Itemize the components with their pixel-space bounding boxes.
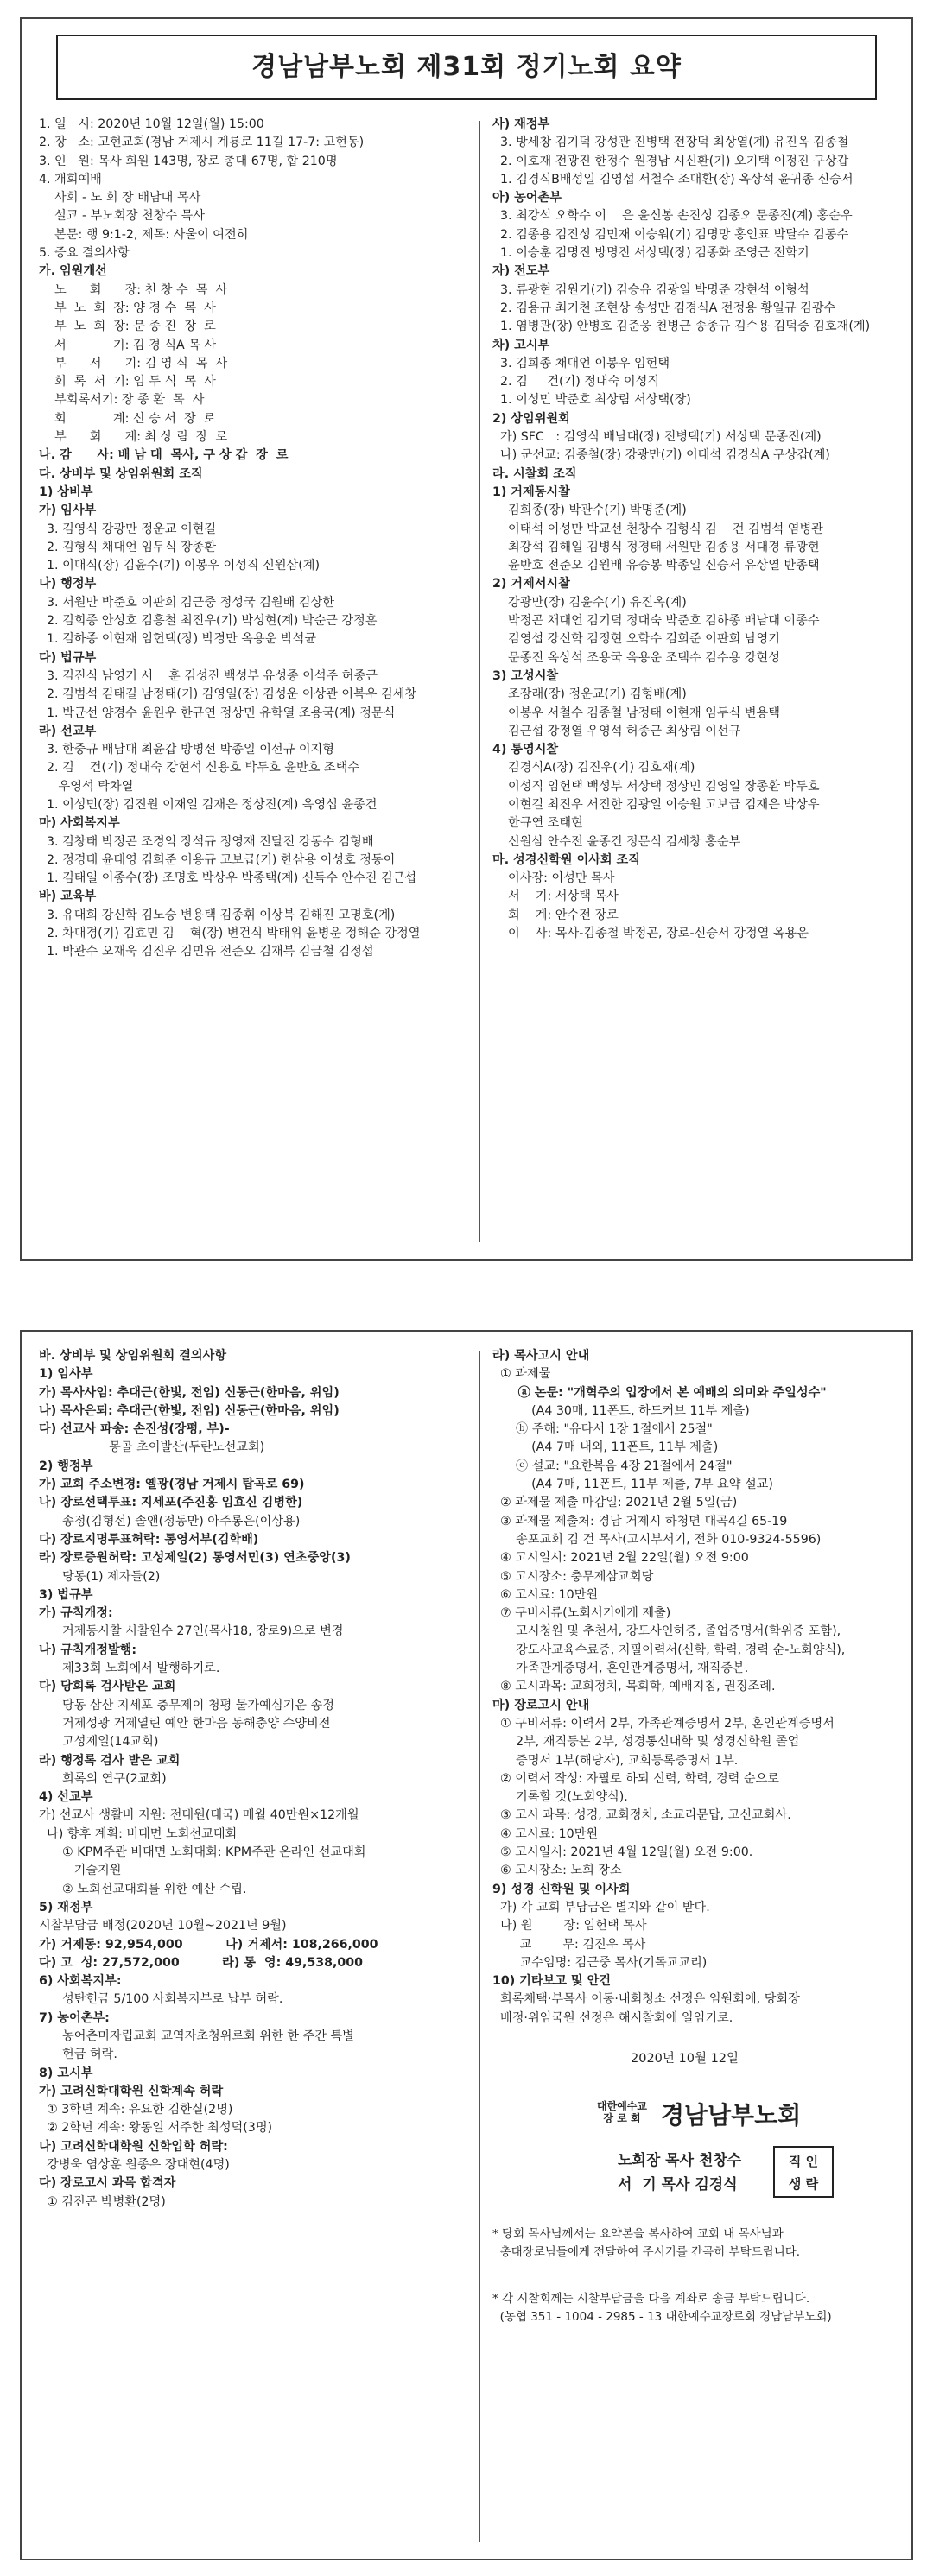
text-line: ⓑ 주해: "유다서 1장 1절에서 25절"	[492, 1422, 713, 1437]
text-line: 4. 개회예배	[39, 172, 102, 187]
notice-2-line-1: * 각 시찰회께는 시찰부담금을 다음 계좌로 송금 부탁드립니다.	[492, 2292, 810, 2306]
text-line: 1. 김하종 이현재 임헌택(장) 박경만 옥용운 박석균	[39, 632, 317, 647]
section-heading: 1) 상비부	[39, 484, 93, 499]
section-heading: 마) 장로고시 안내	[492, 1698, 590, 1712]
section-heading: 차) 고시부	[492, 338, 550, 352]
text-line: ③ 고시 과목: 성경, 교회정치, 소교리문답, 고신교회사.	[492, 1808, 791, 1823]
text-line: 문종진 옥상석 조용국 옥용운 조택수 김수용 강현성	[492, 650, 780, 665]
section-heading: 라) 행정록 검사 받은 교회	[39, 1753, 181, 1768]
section-heading: 3) 고성시찰	[492, 668, 559, 683]
text-line: 기술지원	[39, 1864, 122, 1878]
text-line: 신원삼 안수전 윤종건 정문식 김세창 홍순부	[492, 834, 741, 849]
section-heading: 1) 거제동시찰	[492, 484, 570, 499]
text-line: 3. 김진식 남영기 서 훈 김성진 백성부 유성종 이석주 허종근	[39, 668, 378, 683]
notice-1-line-1: * 당회 목사님께서는 요약본을 복사하여 교회 내 목사님과	[492, 2227, 784, 2241]
text-line: 헌금 허락.	[39, 2048, 117, 2062]
text-line: 1. 박관수 오재욱 김진우 김민유 전준오 김재복 김금철 김정섭	[39, 945, 374, 959]
document-date: 2020년 10월 12일	[631, 2052, 739, 2066]
text-line: 2. 김용규 최기천 조현상 송성만 김경식A 전정용 황일규 김광수	[492, 301, 836, 315]
section-heading: 다. 상비부 및 상임위원회 조직	[39, 466, 203, 481]
text-line: 부 서 기: 김 영 식 목 사	[39, 356, 228, 370]
section-heading: 10) 기타보고 및 안건	[492, 1974, 611, 1989]
text-line: ① 김진곤 박병환(2명)	[39, 2194, 166, 2209]
text-line: 1. 김태일 이종수(장) 조명호 박상우 박종택(계) 신득수 안수진 김근섭	[39, 871, 417, 886]
section-heading: 다) 고 성: 27,572,000 라) 통 영: 49,538,000	[39, 1955, 363, 1970]
text-line: 송포교회 김 건 목사(고시부서기, 전화 010-9324-5596)	[492, 1532, 822, 1547]
text-line: 한규연 조태현	[492, 816, 583, 831]
text-line: 노 회 장: 천 창 수 목 사	[39, 282, 228, 297]
text-line: 윤반호 전준오 김원배 유승봉 박종일 신승서 유상열 반종택	[492, 559, 820, 573]
text-line: 2. 김희종 안성호 김흥철 최진우(기) 박성현(계) 박순근 강정훈	[39, 614, 378, 629]
notice-2-line-2: (농협 351 - 1004 - 2985 - 13 대한예수교장로회 경남남부노회)	[492, 2310, 832, 2325]
text-line: 부 노 회 장: 문 종 진 장 로	[39, 320, 216, 334]
text-line: 3. 유대희 강신학 김노승 변용택 김종휘 이상복 김해진 고명호(계)	[39, 908, 396, 922]
text-line: 고시청원 및 추천서, 강도사인허증, 졸업증명서(학위증 포함),	[492, 1624, 841, 1639]
text-line: 거제성광 거제열린 예안 한마음 동해충양 수양비전	[39, 1716, 331, 1731]
section-heading: 아) 농어촌부	[492, 191, 562, 206]
section-heading: 다) 법규부	[39, 650, 97, 665]
section-heading: 9) 성경 신학원 및 이사회	[492, 1882, 631, 1896]
text-line: 3. 류광현 김원기(기) 김승유 김광일 박명준 강현석 이형석	[492, 282, 809, 297]
section-heading: ⓐ 논문: "개혁주의 입장에서 본 예배의 의미와 주일성수"	[492, 1385, 827, 1400]
notice-1	[492, 2225, 800, 2263]
text-line: 3. 최강석 오학수 이 은 윤신봉 손진성 김종오 문종진(계) 홍순우	[492, 209, 853, 224]
text-line: ① 과제물	[492, 1367, 551, 1382]
text-line: ⑤ 고시일시: 2021년 4월 12일(월) 오전 9:00.	[492, 1845, 753, 1860]
text-line: 우영석 탁차열	[39, 779, 134, 794]
section-heading: 바. 상비부 및 상임위원회 결의사항	[39, 1349, 227, 1363]
text-line: 2. 김범석 김태길 남정태(기) 김영일(장) 김성운 이상관 이복우 김세창	[39, 687, 417, 702]
text-line: 박정곤 채대언 김기덕 정대숙 박준호 김하종 배남대 이종수	[492, 614, 820, 629]
text-line: 2. 이호재 전광진 한정수 원경남 시신환(기) 오기택 이정진 구상갑	[492, 154, 849, 168]
text-line: 농어촌미자립교회 교역자초청위로회 위한 한 주간 특별	[39, 2029, 354, 2043]
text-line: 당동 삼산 지세포 충무제이 청평 물가예심기운 송정	[39, 1698, 334, 1712]
section-heading: 8) 고시부	[39, 2066, 93, 2080]
notice-2	[492, 2290, 832, 2327]
text-line: ① 3학년 계속: 유요한 김한실(2명)	[39, 2103, 233, 2117]
text-line: 3. 서원만 박준호 이판희 김근중 정성국 김원배 김상한	[39, 595, 334, 610]
document-title: 경남남부노회 제31회 정기노회 요약	[56, 35, 877, 100]
clerk-signature: 서 기 목사 김경식	[618, 2176, 738, 2193]
section-heading: 가. 임원개선	[39, 264, 107, 279]
text-line: 설교 - 부노회장 천창수 목사	[39, 209, 205, 224]
text-line: 본문: 행 9:1-2, 제목: 사울이 여전히	[39, 227, 249, 242]
page1-left-column	[39, 116, 471, 1247]
text-line: 2부, 재직등본 2부, 성경통신대학 및 성경신학원 졸업	[492, 1735, 800, 1750]
text-line: ⑦ 구비서류(노회서기에게 제출)	[492, 1606, 671, 1621]
text-line: 5. 증요 결의사항	[39, 246, 130, 261]
text-line: 1. 이성민 박준호 최상림 서상택(장)	[492, 393, 691, 408]
section-heading: 3) 법규부	[39, 1587, 93, 1602]
text-line: 3. 방세창 김기덕 강성관 진병택 전장덕 최상열(계) 유진옥 김종철	[492, 136, 849, 150]
section-heading: 라) 장로증원허락: 고성제일(2) 통영서민(3) 연초중앙(3)	[39, 1551, 351, 1566]
text-line: 1. 염병관(장) 안병호 김준웅 천병근 송종규 김수용 김덕중 김호재(계)	[492, 320, 871, 334]
text-line: (A4 30매, 11폰트, 하드커브 11부 제출)	[492, 1403, 750, 1418]
text-line: 이태석 이성만 박교선 천창수 김형식 김 건 김범석 염병관	[492, 522, 823, 536]
text-line: 서 기: 서상택 목사	[492, 889, 619, 904]
moderator-signature: 노회장 목사 천창수	[618, 2152, 742, 2169]
column-divider	[479, 121, 480, 1242]
presbytery-name: 경남남부노회	[661, 2101, 802, 2130]
section-heading: 가) 목사사임: 추대근(한빛, 전임) 신동근(한마음, 위임)	[39, 1385, 340, 1400]
text-line: 기록할 것(노회양식).	[492, 1790, 628, 1805]
section-heading: 나) 목사은퇴: 추대근(한빛, 전임) 신동근(한마음, 위임)	[39, 1403, 340, 1418]
section-heading: 다) 선교사 파송: 손진성(장평, 부)-	[39, 1422, 230, 1437]
text-line: ② 2학년 계속: 왕동일 서주한 최성덕(3명)	[39, 2121, 273, 2136]
section-heading: 나) 규칙개정발행:	[39, 1642, 137, 1657]
column-divider	[479, 1351, 480, 2542]
text-line: ⑤ 고시장소: 충무제삼교회당	[492, 1569, 654, 1584]
text-line: ⑧ 고시과목: 교회정치, 목회학, 예배지침, 권징조례.	[492, 1680, 776, 1694]
text-line: 회록의 연구(2교회)	[39, 1771, 167, 1786]
text-line: 이성직 임헌택 백성부 서상택 정상민 김영일 장종환 박두호	[492, 779, 820, 794]
text-line: 회 록 서 기: 임 두 식 목 사	[39, 375, 216, 389]
text-line: (A4 7매, 11폰트, 11부 제출, 7부 요약 설교)	[492, 1478, 773, 1492]
denomination-line-2: 장 로 회	[603, 2112, 641, 2124]
section-heading: 6) 사회복지부:	[39, 1974, 122, 1989]
text-line: ② 노회선교대회를 위한 예산 수립.	[39, 1882, 247, 1896]
text-line: 1. 김경식B배성일 김영섭 서철수 조대환(장) 옥상석 윤귀종 신승서	[492, 172, 854, 187]
text-line: 회 계: 안수전 장로	[492, 908, 619, 922]
text-line: 송정(김형선) 솔앤(정동만) 아주롱은(이상용)	[39, 1514, 301, 1529]
text-line: 2. 김 건(기) 정대숙 이성직	[492, 375, 660, 389]
section-heading: 가) 임사부	[39, 503, 97, 518]
text-line: ① KPM주관 비대면 노회대회: KPM주관 온라인 선교대회	[39, 1845, 366, 1860]
denomination-label	[587, 2100, 657, 2124]
text-line: 강병욱 염상훈 원종우 장대현(4명)	[39, 2158, 230, 2173]
text-line: 나) 원 장: 임헌택 목사	[492, 1919, 647, 1934]
denomination-line-1: 대한예수교	[597, 2100, 647, 2112]
text-line: 이현길 최진우 서진한 김광일 이승원 고보급 김재은 박상우	[492, 797, 820, 812]
section-heading: 다) 당회록 검사받은 교회	[39, 1680, 176, 1694]
section-heading: 2) 상임위원회	[492, 411, 570, 426]
section-heading: 라) 목사고시 안내	[492, 1349, 590, 1363]
text-line: 김희종(장) 박관수(기) 박명준(계)	[492, 503, 687, 518]
section-heading: 1) 임사부	[39, 1367, 93, 1382]
section-heading: 사) 재정부	[492, 117, 550, 131]
text-line: 고성제일(14교회)	[39, 1735, 159, 1750]
text-line: 당동(1) 제자들(2)	[39, 1569, 161, 1584]
text-line: 3. 김영식 강광만 정운교 이현길	[39, 522, 217, 536]
text-line: 3. 한중규 배남대 최윤갑 방병선 박종일 이선규 이지형	[39, 743, 334, 757]
text-line: ④ 고시일시: 2021년 2월 22일(월) 오전 9:00	[492, 1551, 749, 1566]
text-line: 김근섭 강정열 우영석 허종근 최상림 이선규	[492, 724, 741, 738]
text-line: 이사장: 이성만 목사	[492, 871, 615, 886]
text-line: 1. 이승훈 김명진 방명진 서상택(장) 김종화 조영근 전학기	[492, 246, 809, 261]
text-line: 몽골 초이발산(두란노선교회)	[39, 1440, 265, 1455]
notice-1-line-2: 총대장로님들에게 전달하여 주시기를 간곡히 부탁드립니다.	[492, 2245, 801, 2260]
section-heading: 5) 재정부	[39, 1900, 93, 1915]
text-line: 가) 각 교회 부담금은 별지와 같이 받다.	[492, 1900, 710, 1915]
text-line: ④ 고시료: 10만원	[492, 1826, 599, 1841]
text-line: ⓒ 설교: "요한복음 4장 21절에서 24절"	[492, 1459, 733, 1473]
section-heading: 마. 성경신학원 이사회 조직	[492, 852, 640, 867]
text-line: 3. 김희종 채대언 이봉우 임헌택	[492, 356, 670, 370]
section-heading: 가) 규칙개정:	[39, 1606, 113, 1621]
text-line: 부 회 계: 최 상 림 장 로	[39, 430, 228, 445]
text-line: 강광만(장) 김윤수(기) 유진옥(계)	[492, 595, 687, 610]
text-line: 1. 이대식(장) 김윤수(기) 이봉우 이성직 신원삼(계)	[39, 559, 321, 573]
seal-line-2: 생 략	[788, 2176, 819, 2192]
text-line: (A4 7매 내외, 11폰트, 11부 제출)	[492, 1440, 719, 1455]
text-line: 가족관계증명서, 혼인관계증명서, 재직증본.	[492, 1661, 749, 1676]
text-line: ⑥ 고시장소: 노회 장소	[492, 1864, 622, 1878]
text-line: 나) 군선교: 김종철(장) 강광만(기) 이태석 김경식A 구상갑(계)	[492, 448, 830, 463]
text-line: ⑥ 고시료: 10만원	[492, 1587, 599, 1602]
seal-line-1: 직 인	[788, 2154, 819, 2169]
section-heading: 4) 선교부	[39, 1790, 93, 1805]
text-line: 이봉우 서철수 김종철 남정태 이현재 임두식 변용택	[492, 706, 780, 720]
text-line: 1. 이성민(장) 김진원 이재일 김재은 정상진(계) 옥영섭 윤종건	[39, 797, 378, 812]
section-heading: 나) 장로선택투표: 지세포(주진홍 임효신 김병한)	[39, 1496, 303, 1510]
section-heading: 라. 시찰회 조직	[492, 466, 577, 481]
text-line: 1. 일 시: 2020년 10월 12일(월) 15:00	[39, 117, 264, 131]
section-heading: 자) 전도부	[492, 264, 550, 279]
section-heading: 다) 장로고시 과목 합격자	[39, 2176, 176, 2191]
text-line: 3. 인 원: 목사 회원 143명, 장로 총대 67명, 합 210명	[39, 154, 338, 168]
section-heading: 다) 장로지명투표허락: 통영서부(김학배)	[39, 1532, 259, 1547]
text-line: 1. 박균선 양경수 윤원우 한규연 정상민 유학열 조용국(계) 정문식	[39, 706, 396, 720]
text-line: 부회록서기: 장 종 환 목 사	[39, 393, 205, 408]
text-line: 김경식A(장) 김진우(기) 김호재(계)	[492, 761, 695, 775]
text-line: ① 구비서류: 이력서 2부, 가족관계증명서 2부, 혼인관계증명서	[492, 1716, 835, 1731]
summary-page-1	[20, 17, 913, 1261]
text-line: 회록채택·부목사 이동·내회청소 선정은 임원회에, 당회장	[492, 1992, 800, 2007]
text-line: 거제동시찰 시찰원수 27인(목사18, 장로9)으로 변경	[39, 1624, 344, 1639]
text-line: 나) 향후 계획: 비대면 노회선교대회	[39, 1826, 238, 1841]
text-line: 강도사교육수료증, 지필이력서(신학, 학력, 경력 순-노회양식),	[492, 1642, 846, 1657]
section-heading: 바) 교육부	[39, 889, 97, 904]
text-line: 배정·위임국원 선정은 해시찰회에 일임키로.	[492, 2010, 733, 2025]
text-line: 2. 김종용 김진성 김민재 이승워(기) 김명망 홍인표 박달수 김동수	[492, 227, 849, 242]
text-line: ② 과제물 제출 마감일: 2021년 2월 5일(금)	[492, 1496, 738, 1510]
text-line: 제33회 노회에서 발행하기로.	[39, 1661, 220, 1676]
text-line: 가) SFC : 김영식 배남대(장) 진병택(기) 서상택 문종진(계)	[492, 430, 822, 445]
text-line: 2. 김형식 채대언 임두식 장종환	[39, 540, 217, 554]
text-line: 이 사: 목사-김종철 박정곤, 장로-신승서 강정열 옥용운	[492, 927, 809, 941]
page2-left-column	[39, 1347, 471, 2552]
section-heading: 마) 사회복지부	[39, 816, 120, 831]
text-line: 2. 김 건(기) 정대숙 강현석 신용호 박두호 윤반호 조택수	[39, 761, 360, 775]
section-heading: 나. 감 사: 배 남 대 목사, 구 상 갑 장 로	[39, 448, 289, 463]
section-heading: 가) 거제동: 92,954,000 나) 거제서: 108,266,000	[39, 1937, 378, 1952]
text-line: 성탄헌금 5/100 사회복지부로 납부 허락.	[39, 1992, 283, 2007]
section-heading: 나) 고려신학대학원 신학입학 허락:	[39, 2139, 228, 2154]
text-line: ③ 과제물 제출처: 경남 거제시 하청면 대곡4길 65-19	[492, 1514, 788, 1529]
text-line: ② 이력서 작성: 자필로 하되 신력, 학력, 경력 순으로	[492, 1771, 780, 1786]
page1-right-column	[492, 116, 905, 1247]
section-heading: 4) 통영시찰	[492, 743, 559, 757]
section-heading: 라) 선교부	[39, 724, 97, 738]
page2-right-column	[492, 1347, 905, 2038]
section-heading: 7) 농어촌부:	[39, 2010, 110, 2025]
text-line: 2. 장 소: 고현교회(경남 거제시 계룡로 11길 17-7: 고현동)	[39, 136, 365, 150]
text-line: 2. 차대경(기) 김효민 김 혁(장) 변건식 박태위 윤병운 정해순 강정열	[39, 927, 421, 941]
section-heading: 나) 행정부	[39, 577, 97, 592]
text-line: 교수임명: 김근중 목사(기독교교리)	[492, 1955, 708, 1970]
text-line: 김영섭 강신학 김정현 오학수 김희준 이판희 남영기	[492, 632, 780, 647]
text-line: 3. 김창태 박정곤 조경익 장석규 정영재 진달진 강동수 김형배	[39, 834, 374, 849]
section-heading: 가) 교회 주소변경: 옐광(경남 거제시 탑곡로 69)	[39, 1478, 305, 1492]
section-heading: 2) 거제서시찰	[492, 577, 570, 592]
text-line: 2. 정경태 윤태영 김희준 이용규 고보급(기) 한삼용 이성호 정동이	[39, 852, 396, 867]
text-line: 조장래(장) 정운교(기) 김형배(계)	[492, 687, 687, 702]
text-line: 사회 - 노 회 장 배남대 목사	[39, 191, 201, 206]
text-line: 증명서 1부(해당자), 교회등록증명서 1부.	[492, 1753, 739, 1768]
text-line: 서 기: 김 경 식A 목 사	[39, 338, 217, 352]
official-seal-omitted	[773, 2146, 834, 2198]
text-line: 가) 선교사 생활비 지원: 전대원(태국) 매월 40만원×12개월	[39, 1808, 359, 1823]
text-line: 시찰부담금 배정(2020년 10월~2021년 9월)	[39, 1919, 287, 1934]
section-heading: 2) 행정부	[39, 1459, 93, 1473]
section-heading: 가) 고려신학대학원 신학계속 허락	[39, 2084, 224, 2098]
text-line: 부 노 회 장: 양 경 수 목 사	[39, 301, 216, 315]
text-line: 교 무: 김진우 목사	[492, 1937, 646, 1952]
text-line: 회 계: 신 승 서 장 로	[39, 411, 216, 426]
text-line: 최강석 김해일 김병식 정경태 서원만 김종용 서대경 류광현	[492, 540, 820, 554]
summary-page-2	[20, 1330, 913, 2560]
